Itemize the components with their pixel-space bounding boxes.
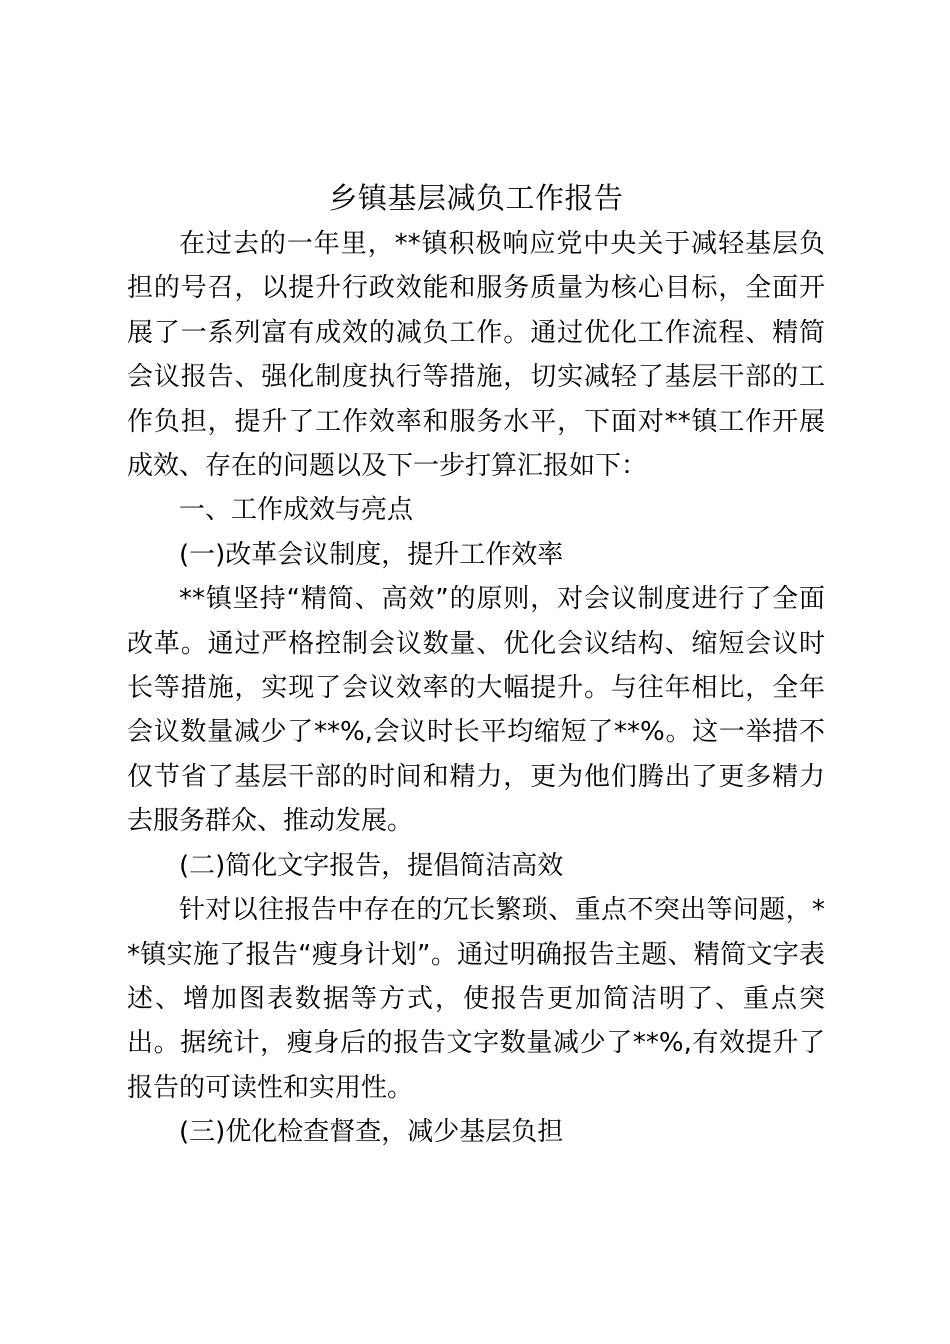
document-title: 乡镇基层减负工作报告 bbox=[328, 181, 624, 215]
section-heading-1: 一、工作成效与亮点 bbox=[179, 495, 414, 526]
report-simplification-paragraph: 针对以往报告中存在的冗长繁琐、重点不突出等问题，**镇实施了报告“瘦身计划”。通过明确报告主题、精简文字表述、增加图表数据等方式，使报告更加简洁明了、重点突出。据统计，瘦身后的报告文字数量减少了**%,有效提升了报告的可读性和实用性。 bbox=[127, 895, 825, 1103]
subsection-heading-2: (二)简化文字报告，提倡简洁高效 bbox=[179, 850, 564, 881]
meeting-reform-paragraph: **镇坚持“精简、高效”的原则，对会议制度进行了全面改革。通过严格控制会议数量、优化会议结构、缩短会议时长等措施，实现了会议效率的大幅提升。与往年相比，全年会议数量减少了**%,会议时长平均缩短了**%。这一举措不仅节省了基层干部的时间和精力，更为他们腾出了更多精力去服务群众、推动发展。 bbox=[127, 584, 825, 837]
intro-paragraph: 在过去的一年里，**镇积极响应党中央关于减轻基层负担的号召，以提升行政效能和服务质量为核心目标，全面开展了一系列富有成效的减负工作。通过优化工作流程、精简会议报告、强化制度执行等措施，切实减轻了基层干部的工作负担，提升了工作效率和服务水平，下面对**镇工作开展成效、存在的问题以及下一步打算汇报如下： bbox=[127, 229, 825, 482]
subsection-heading-3: (三)优化检查督查，减少基层负担 bbox=[179, 1117, 564, 1148]
subsection-heading-1: (一)改革会议制度，提升工作效率 bbox=[179, 539, 564, 570]
document-page bbox=[127, 174, 825, 1155]
